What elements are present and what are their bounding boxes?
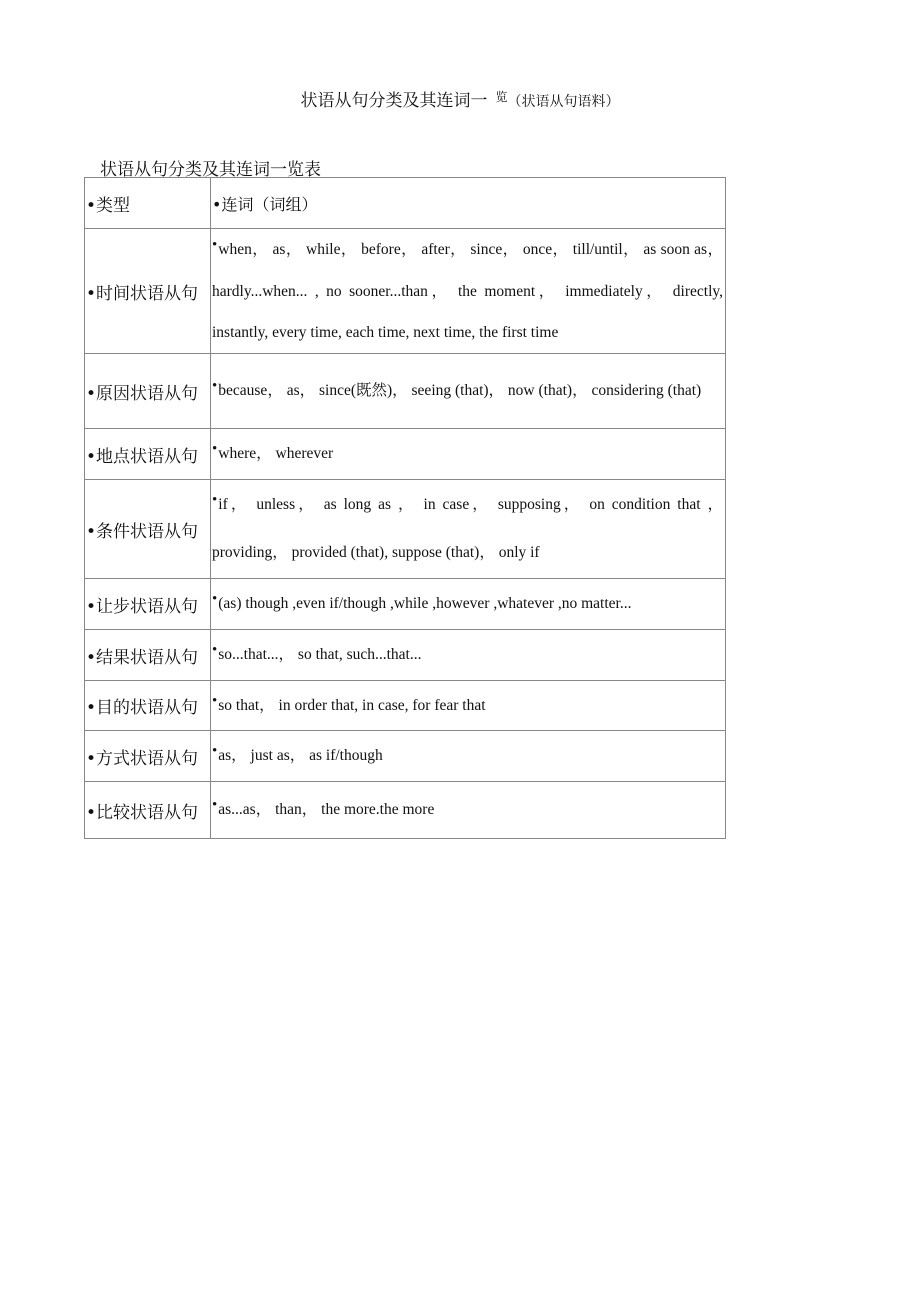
clause-type-cell: •条件状语从句 <box>85 480 211 579</box>
title-subtitle: （状语从句语料） <box>507 94 620 110</box>
table-row <box>85 630 726 681</box>
table-row <box>85 354 726 429</box>
conjunctions-cell: •as， just as， as if/though <box>211 731 726 782</box>
bullet-icon: • <box>212 642 218 658</box>
table-caption: 状语从句分类及其连词一览表 <box>100 160 321 180</box>
clause-table <box>84 177 726 839</box>
header-conjunctions-cell: •连词（词组） <box>211 178 726 229</box>
bullet-icon: • <box>212 692 218 709</box>
table-row <box>85 579 726 630</box>
clause-type-cell: •地点状语从句 <box>85 429 211 480</box>
bullet-icon: • <box>212 237 218 253</box>
bullet-icon: • <box>212 492 218 508</box>
clause-type-cell: •结果状语从句 <box>85 630 211 681</box>
conjunctions-cell: •so...that...， so that, such...that... <box>211 630 726 681</box>
table-row <box>85 731 726 782</box>
table-row <box>85 681 726 731</box>
conjunctions-cell: •as...as， than， the more.the more <box>211 782 726 839</box>
conjunctions-cell: •where， wherever <box>211 429 726 480</box>
document-title <box>0 86 920 111</box>
bullet-icon: • <box>212 378 218 394</box>
clause-type-cell: •原因状语从句 <box>85 354 211 429</box>
clause-type-cell: •方式状语从句 <box>85 731 211 782</box>
table-row <box>85 429 726 480</box>
clause-type-cell: •让步状语从句 <box>85 579 211 630</box>
header-type-cell: •类型 <box>85 178 211 229</box>
table-header-row <box>85 178 726 229</box>
title-superscript: 览 <box>495 90 508 104</box>
bullet-icon: • <box>212 441 218 457</box>
conjunctions-cell: •when， as， while， before， after， since， once， till/until， as soon as， hardly...when... , no sooner...than， the moment， immediately， directly, instantly, every time, each time, next time, the first time <box>211 229 726 354</box>
table-row <box>85 480 726 579</box>
bullet-icon: • <box>212 591 218 607</box>
conjunctions-cell: •if， unless， as long as ， in case， supposing， on condition that ， providing， provided (that), suppose (that)， only if <box>211 480 726 579</box>
table-row <box>85 229 726 354</box>
title-main: 状语从句分类及其连词一 <box>300 91 488 111</box>
clause-type-cell: •时间状语从句 <box>85 229 211 354</box>
table-row <box>85 782 726 839</box>
conjunctions-cell: •because， as， since(既然)， seeing (that)， now (that)， considering (that) <box>211 354 726 429</box>
bullet-icon: • <box>212 797 218 813</box>
conjunctions-cell: •so that， in order that, in case, for fear that <box>211 681 726 731</box>
conjunctions-cell: •(as) though ,even if/though ,while ,however ,whatever ,no matter... <box>211 579 726 630</box>
clause-type-cell: •比较状语从句 <box>85 782 211 839</box>
clause-type-cell: •目的状语从句 <box>85 681 211 731</box>
bullet-icon: • <box>212 743 218 759</box>
